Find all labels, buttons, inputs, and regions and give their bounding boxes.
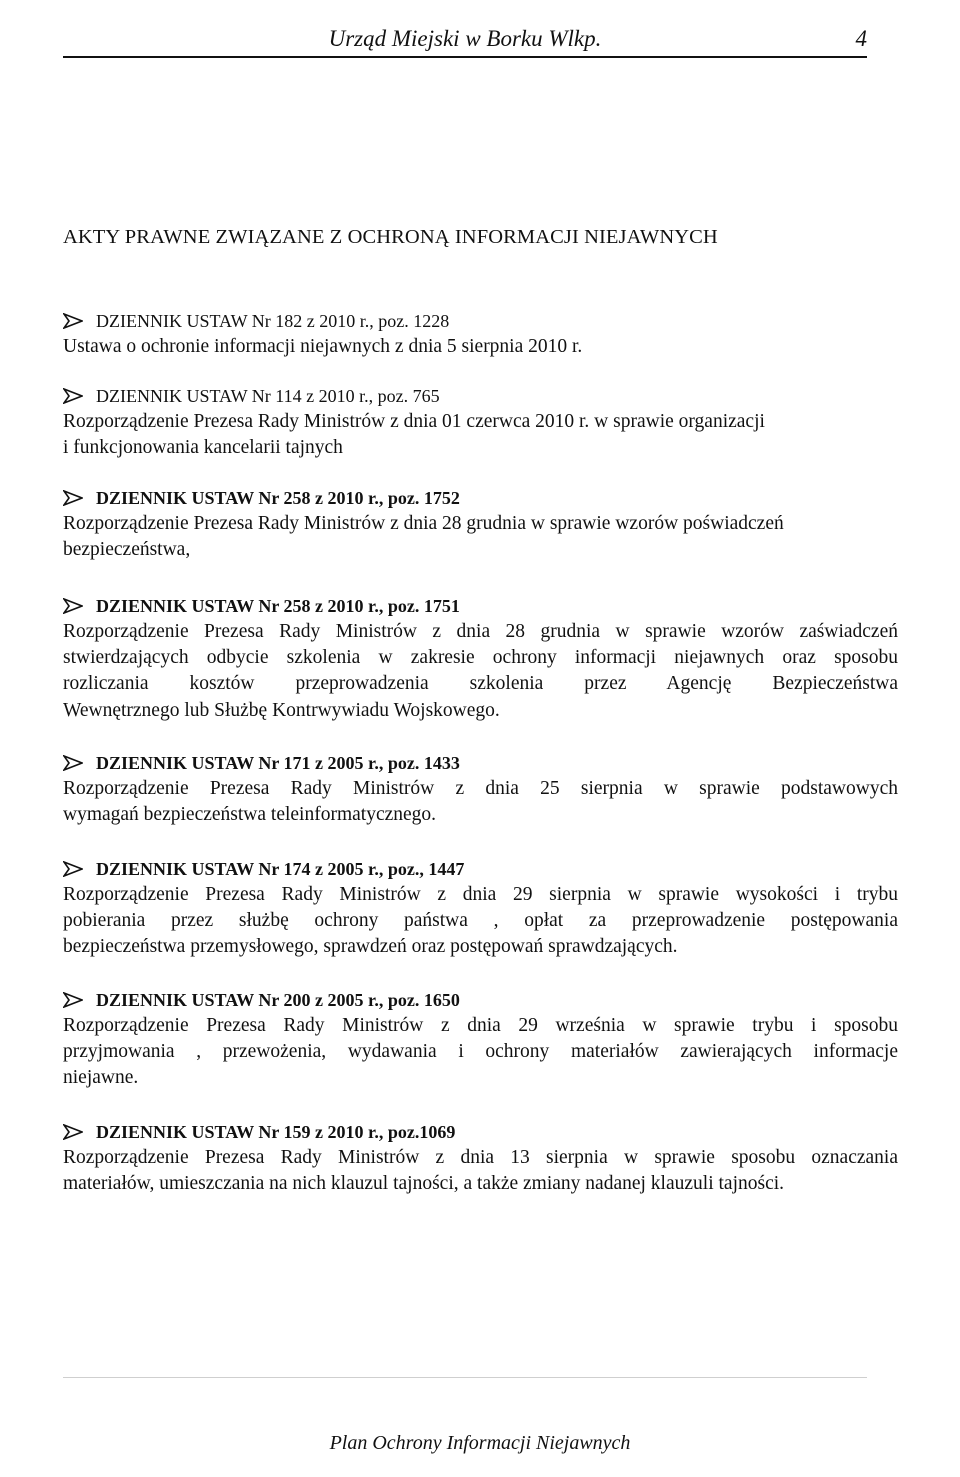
entry-reference: DZIENNIK USTAW Nr 174 z 2005 r., poz., 1447 <box>96 858 465 879</box>
arrow-bullet-icon <box>63 1124 83 1140</box>
entry-reference: DZIENNIK USTAW Nr 159 z 2010 r., poz.1069 <box>96 1121 456 1142</box>
arrow-bullet-icon <box>63 490 83 506</box>
legal-act-entry <box>63 1119 898 1197</box>
legal-act-entry <box>63 750 898 828</box>
entry-reference: DZIENNIK USTAW Nr 258 z 2010 r., poz. 1752 <box>96 487 460 508</box>
legal-act-entry <box>63 383 898 461</box>
entry-description: Rozporządzenie Prezesa Rady Ministrów z dnia 29 sierpnia w sprawie wysokości i trybu pobierania przez służbę ochrony państwa , opłat za przeprowadzenie postępowania bezpieczeństwa przemysłowego, sprawdzeń oraz postępowań sprawdzających. <box>63 884 898 958</box>
legal-act-entry <box>63 308 898 360</box>
arrow-bullet-icon <box>63 992 83 1008</box>
entry-reference: DZIENNIK USTAW Nr 200 z 2005 r., poz. 1650 <box>96 989 460 1010</box>
entry-reference: DZIENNIK USTAW Nr 258 z 2010 r., poz. 1751 <box>96 595 460 616</box>
entry-description: Rozporządzenie Prezesa Rady Ministrów z dnia 28 grudnia w sprawie wzorów poświadczeń bezpieczeństwa, <box>63 513 784 561</box>
arrow-bullet-icon <box>63 861 83 877</box>
document-heading: AKTY PRAWNE ZWIĄZANE Z OCHRONĄ INFORMACJI NIEJAWNYCH <box>63 226 718 248</box>
entry-description: Rozporządzenie Prezesa Rady Ministrów z dnia 28 grudnia w sprawie wzorów zaświadczeń stwierdzających odbycie szkolenia w zakresie ochrony informacji niejawnych oraz sposobu rozliczania kosztów przeprowadzenia szkolenia przez Agencję Bezpieczeństwa Wewnętrznego lub Służbę Kontrwywiadu Wojskowego. <box>63 621 898 721</box>
entry-description: Rozporządzenie Prezesa Rady Ministrów z dnia 25 sierpnia w sprawie podstawowych wymagań bezpieczeństwa teleinformatycznego. <box>63 778 898 826</box>
page-header <box>63 22 867 58</box>
entry-description: Rozporządzenie Prezesa Rady Ministrów z dnia 29 września w sprawie trybu i sposobu przyjmowania , przewożenia, wydawania i ochrony materiałów zawierających informacje niejawne. <box>63 1015 898 1089</box>
entry-reference: DZIENNIK USTAW Nr 114 z 2010 r., poz. 765 <box>96 385 440 406</box>
arrow-bullet-icon <box>63 313 83 329</box>
entry-reference: DZIENNIK USTAW Nr 182 z 2010 r., poz. 1228 <box>96 310 450 331</box>
arrow-bullet-icon <box>63 755 83 771</box>
footer-divider <box>63 1377 867 1378</box>
entry-description: Ustawa o ochronie informacji niejawnych z dnia 5 sierpnia 2010 r. <box>63 336 583 357</box>
entry-reference: DZIENNIK USTAW Nr 171 z 2005 r., poz. 1433 <box>96 752 460 773</box>
page-number: 4 <box>855 26 867 51</box>
legal-act-entry <box>63 987 898 1092</box>
legal-act-entry <box>63 485 898 563</box>
entry-description: Rozporządzenie Prezesa Rady Ministrów z dnia 01 czerwca 2010 r. w sprawie organizacji i funkcjonowania kancelarii tajnych <box>63 411 765 459</box>
arrow-bullet-icon <box>63 388 83 404</box>
legal-act-entry <box>63 593 898 724</box>
entry-description: Rozporządzenie Prezesa Rady Ministrów z dnia 13 sierpnia w sprawie sposobu oznaczania materiałów, umieszczania na nich klauzul tajności, a także zmiany nadanej klauzuli tajności. <box>63 1147 898 1195</box>
header-title: Urząd Miejski w Borku Wlkp. <box>328 26 602 51</box>
arrow-bullet-icon <box>63 598 83 614</box>
legal-act-entry <box>63 856 898 961</box>
page-footer: Plan Ochrony Informacji Niejawnych <box>329 1432 631 1454</box>
